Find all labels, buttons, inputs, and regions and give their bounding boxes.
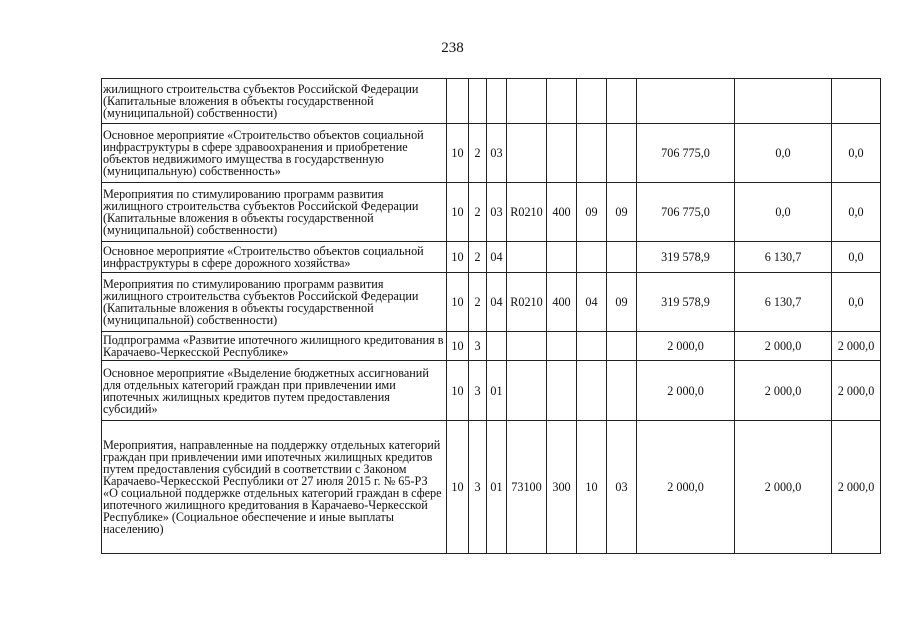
row-description: Мероприятия по стимулированию программ развития жилищного строительства субъектов Российской Федерации (Капитальные вложения в объекты государственной (муниципальной) собственности) bbox=[102, 183, 447, 242]
code-direction: R0210 bbox=[507, 183, 547, 242]
row-description: Основное мероприятие «Строительство объектов социальной инфраструктуры в сфере дорожного хозяйства» bbox=[102, 242, 447, 273]
code-section: 10 bbox=[447, 273, 469, 332]
value-year-2 bbox=[735, 79, 832, 124]
value-year-2: 2 000,0 bbox=[735, 332, 832, 361]
code-section: 10 bbox=[447, 242, 469, 273]
code-activity bbox=[487, 79, 507, 124]
code-subprogram: 2 bbox=[469, 183, 487, 242]
value-year-2: 2 000,0 bbox=[735, 361, 832, 421]
code-section-id bbox=[577, 124, 607, 183]
code-activity: 01 bbox=[487, 421, 507, 554]
table-row bbox=[102, 183, 881, 242]
value-year-2: 2 000,0 bbox=[735, 421, 832, 554]
value-year-1: 706 775,0 bbox=[637, 124, 735, 183]
value-year-3: 0,0 bbox=[832, 124, 881, 183]
value-year-1: 319 578,9 bbox=[637, 273, 735, 332]
code-section: 10 bbox=[447, 361, 469, 421]
row-description: Мероприятия по стимулированию программ развития жилищного строительства субъектов Российской Федерации (Капитальные вложения в объекты государственной (муниципальной) собственности) bbox=[102, 273, 447, 332]
code-expense-type bbox=[547, 124, 577, 183]
code-section bbox=[447, 79, 469, 124]
table-row bbox=[102, 421, 881, 554]
code-expense-type bbox=[547, 242, 577, 273]
code-subsection-id bbox=[607, 124, 637, 183]
table-row bbox=[102, 332, 881, 361]
code-activity bbox=[487, 332, 507, 361]
code-direction bbox=[507, 79, 547, 124]
value-year-3 bbox=[832, 79, 881, 124]
value-year-2: 0,0 bbox=[735, 124, 832, 183]
value-year-3: 2 000,0 bbox=[832, 361, 881, 421]
value-year-1: 2 000,0 bbox=[637, 332, 735, 361]
table-row bbox=[102, 361, 881, 421]
code-section-id bbox=[577, 332, 607, 361]
code-subprogram: 2 bbox=[469, 242, 487, 273]
code-subsection-id bbox=[607, 79, 637, 124]
table-row bbox=[102, 242, 881, 273]
code-section-id bbox=[577, 361, 607, 421]
code-section-id bbox=[577, 242, 607, 273]
code-subprogram bbox=[469, 79, 487, 124]
value-year-1: 2 000,0 bbox=[637, 421, 735, 554]
row-description: Подпрограмма «Развитие ипотечного жилищного кредитования в Карачаево-Черкесской Республике» bbox=[102, 332, 447, 361]
value-year-2: 6 130,7 bbox=[735, 273, 832, 332]
code-section-id: 04 bbox=[577, 273, 607, 332]
code-subsection-id: 03 bbox=[607, 421, 637, 554]
code-subsection-id: 09 bbox=[607, 183, 637, 242]
code-section: 10 bbox=[447, 421, 469, 554]
code-direction bbox=[507, 361, 547, 421]
code-activity: 03 bbox=[487, 183, 507, 242]
table-row bbox=[102, 124, 881, 183]
value-year-2: 6 130,7 bbox=[735, 242, 832, 273]
code-expense-type bbox=[547, 361, 577, 421]
code-subsection-id bbox=[607, 332, 637, 361]
table-row bbox=[102, 79, 881, 124]
value-year-1: 2 000,0 bbox=[637, 361, 735, 421]
code-expense-type bbox=[547, 332, 577, 361]
code-subprogram: 2 bbox=[469, 273, 487, 332]
row-description: жилищного строительства субъектов Российской Федерации (Капитальные вложения в объекты государственной (муниципальной) собственности) bbox=[102, 79, 447, 124]
row-description: Основное мероприятие «Выделение бюджетных ассигнований для отдельных категорий граждан при привлечении ими ипотечных жилищных кредитов путем предоставления субсидий» bbox=[102, 361, 447, 421]
code-section: 10 bbox=[447, 332, 469, 361]
table-row bbox=[102, 273, 881, 332]
value-year-1 bbox=[637, 79, 735, 124]
value-year-3: 0,0 bbox=[832, 242, 881, 273]
code-activity: 04 bbox=[487, 273, 507, 332]
code-subsection-id bbox=[607, 361, 637, 421]
code-section-id: 10 bbox=[577, 421, 607, 554]
code-direction bbox=[507, 124, 547, 183]
row-description: Мероприятия, направленные на поддержку отдельных категорий граждан при привлечении ими ипотечных жилищных кредитов путем предоставления субсидий в соответствии с Законом Карачаево-Черкесской Республики от 27 июля 2015 г. № 65-РЗ «О социальной поддержке отдельных категорий граждан в сфере ипотечного жилищного кредитования в Карачаево-Черкесской Республике» (Социальное обеспечение и иные выплаты населению) bbox=[102, 421, 447, 554]
value-year-2: 0,0 bbox=[735, 183, 832, 242]
code-expense-type: 400 bbox=[547, 183, 577, 242]
code-activity: 04 bbox=[487, 242, 507, 273]
code-direction: R0210 bbox=[507, 273, 547, 332]
code-subsection-id: 09 bbox=[607, 273, 637, 332]
code-section-id bbox=[577, 79, 607, 124]
code-subprogram: 3 bbox=[469, 361, 487, 421]
code-activity: 03 bbox=[487, 124, 507, 183]
code-subprogram: 2 bbox=[469, 124, 487, 183]
page-number: 238 bbox=[441, 40, 464, 56]
code-section: 10 bbox=[447, 183, 469, 242]
code-subprogram: 3 bbox=[469, 421, 487, 554]
value-year-1: 706 775,0 bbox=[637, 183, 735, 242]
row-description: Основное мероприятие «Строительство объектов социальной инфраструктуры в сфере здравоохранения и приобретение объектов недвижимого имущества в государственную (муниципальную) собственность» bbox=[102, 124, 447, 183]
value-year-3: 0,0 bbox=[832, 183, 881, 242]
code-direction bbox=[507, 332, 547, 361]
code-direction bbox=[507, 242, 547, 273]
code-activity: 01 bbox=[487, 361, 507, 421]
value-year-1: 319 578,9 bbox=[637, 242, 735, 273]
code-section: 10 bbox=[447, 124, 469, 183]
value-year-3: 2 000,0 bbox=[832, 332, 881, 361]
code-expense-type bbox=[547, 79, 577, 124]
code-direction: 73100 bbox=[507, 421, 547, 554]
value-year-3: 0,0 bbox=[832, 273, 881, 332]
code-subprogram: 3 bbox=[469, 332, 487, 361]
budget-table bbox=[101, 78, 881, 554]
code-expense-type: 300 bbox=[547, 421, 577, 554]
code-subsection-id bbox=[607, 242, 637, 273]
code-section-id: 09 bbox=[577, 183, 607, 242]
code-expense-type: 400 bbox=[547, 273, 577, 332]
value-year-3: 2 000,0 bbox=[832, 421, 881, 554]
